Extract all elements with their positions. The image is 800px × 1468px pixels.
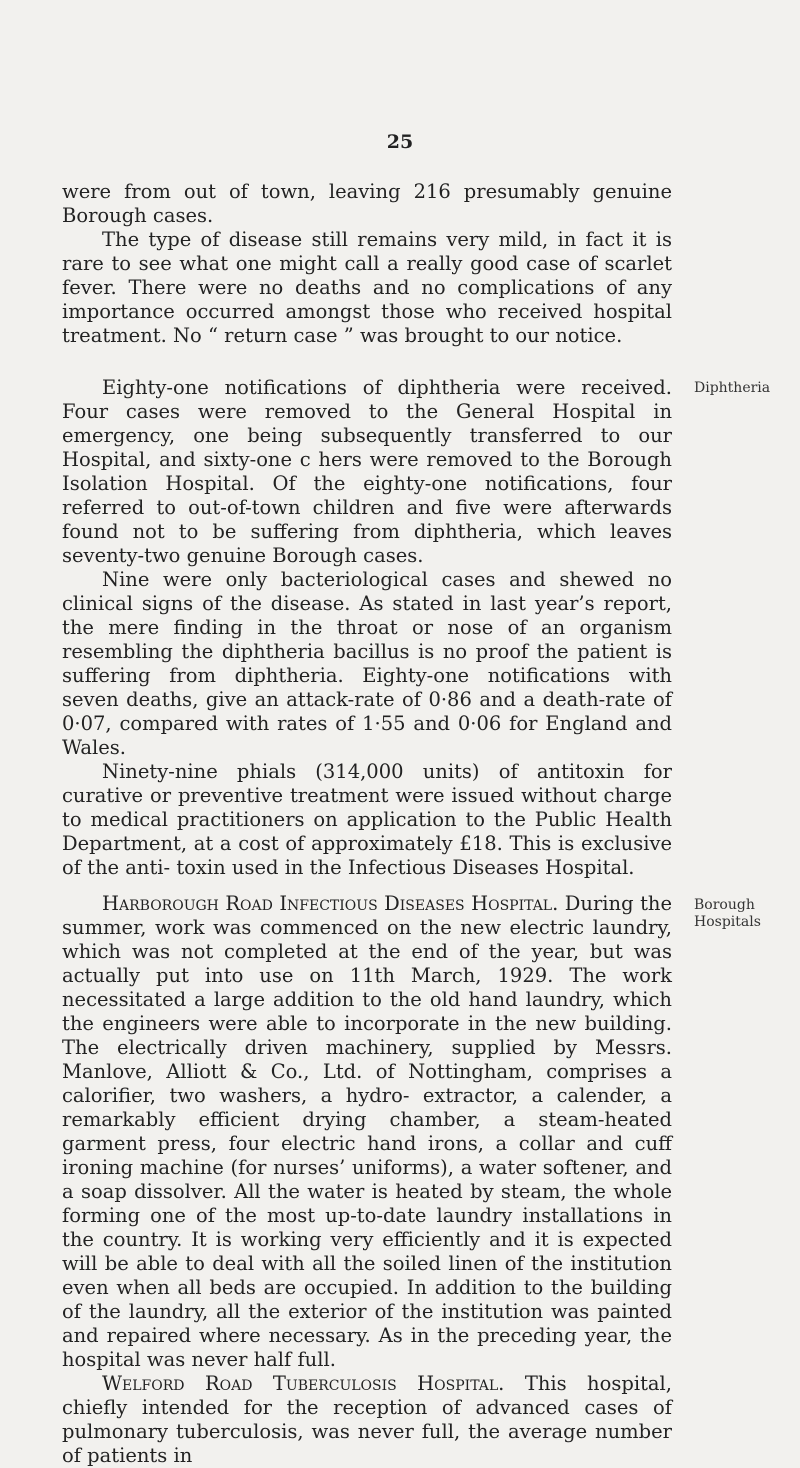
page-number: 25 <box>386 131 414 153</box>
margin-note-borough-hospitals: Borough Hospitals <box>694 897 761 930</box>
text-block-borough-hospitals <box>62 892 672 1468</box>
paragraph: were from out of town, leaving 216 presumably genuine Borough cases. <box>62 180 672 227</box>
section-heading: Welford Road Tuberculosis Hospital. <box>102 1372 505 1395</box>
paragraph-body: This hospital, chiefly intended for the reception of advanced cases of pulmonary tuberculosis, was never full, the average number of patients in <box>62 1372 672 1467</box>
text-block-diphtheria <box>62 376 672 880</box>
paragraph: Nine were only bacteriological cases and shewed no clinical signs of the disease. As stated in last year’s report, the mere finding in the throat or nose of an organism resembling the diphtheria bacillus is no proof the patient is suffering from diphtheria. Eighty-one notifications with seven deaths, give an attack-rate of 0·86 and a death-rate of 0·07, compared with rates of 1·55 and 0·06 for England and Wales. <box>62 568 672 759</box>
paragraph <box>62 1372 672 1468</box>
paragraph: Eighty-one notifications of diphtheria were received. Four cases were removed to the General Hospital in emergency, one being subsequently transferred to our Hospital, and sixty-one c hers were removed to the Borough Isolation Hospital. Of the eighty-one notifications, four referred to out-of-town children and five were afterwards found not to be suffering from diphtheria, which leaves seventy-two genuine Borough cases. <box>62 376 672 567</box>
paragraph <box>62 892 672 1372</box>
text-block-scarlet-fever <box>62 180 672 348</box>
margin-note-diphtheria: Diphtheria <box>694 380 771 396</box>
paragraph: Ninety-nine phials (314,000 units) of antitoxin for curative or preventive treatment were issued without charge to medical practitioners on application to the Public Health Department, at a cost of approximately £18. This is exclusive of the anti- toxin used in the Infectious Diseases Hospital. <box>62 760 672 879</box>
paragraph-body: During the summer, work was commenced on the new electric laundry, which was not completed at the end of the year, but was actually put into use on 11th March, 1929. The work necessitated a large addition to the old hand laundry, which the engineers were able to incorporate in the new building. The electrically driven machinery, supplied by Messrs. Manlove, Alliott & Co., Ltd. of Nottingham, comprises a calorifier, two washers, a hydro- extractor, a calender, a remarkably efficient drying chamber, a steam-heated garment press, four electric hand irons, a collar and cuff ironing machine (for nurses’ uniforms), a water softener, and a soap dissolver. All the water is heated by steam, the whole forming one of the most up-to-date laundry installations in the country. It is working very efficiently and it is expected will be able to deal with all the soiled linen of the institution even when all beds are occupied. In addition to the building of the laundry, all the exterior of the institution was painted and repaired where necessary. As in the preceding year, the hospital was never half full. <box>62 892 672 1371</box>
paragraph: The type of disease still remains very mild, in fact it is rare to see what one might call a really good case of scarlet fever. There were no deaths and no complications of any importance occurred amongst those who received hospital treatment. No “ return case ” was brought to our notice. <box>62 228 672 347</box>
section-heading: Harborough Road Infectious Diseases Hospital. <box>102 892 559 915</box>
